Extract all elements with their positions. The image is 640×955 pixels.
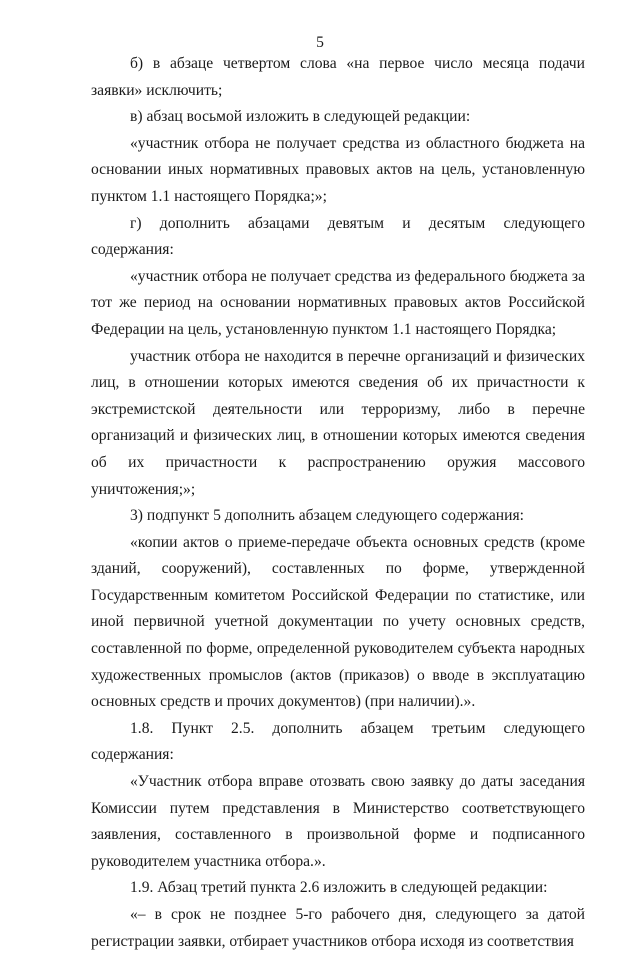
paragraph: 1.8. Пункт 2.5. дополнить абзацем третьим следующего содержания:: [91, 719, 585, 764]
paragraph: 3) подпункт 5 дополнить абзацем следующего содержания:: [130, 507, 524, 525]
paragraph: «участник отбора не получает средства из областного бюджета на основании иных нормативных правовых актов на цель, установленную пунктом 1.1 настоящего Порядка;»;: [91, 134, 585, 205]
document-body: [91, 51, 585, 955]
paragraph: «Участник отбора вправе отозвать свою заявку до даты заседания Комиссии путем представления в Министерство соответствующего заявления, составленного в произвольной форме и подписанного руководителем участника отбора.».: [91, 773, 585, 870]
page-number: 5: [316, 34, 324, 51]
paragraph: в) абзац восьмой изложить в следующей редакции:: [130, 108, 471, 126]
paragraph: 1.9. Абзац третий пункта 2.6 изложить в следующей редакции:: [130, 879, 548, 897]
paragraph: «копии актов о приеме-передаче объекта основных средств (кроме зданий, сооружений), составленных по форме, утвержденной Государственным комитетом Российской Федерации по статистике, или иной первичной учетной документации по учету основных средств, составленной по форме, определенной руководителем субъекта народных художественных промыслов (актов (приказов) о вводе в эксплуатацию основных средств и прочих документов) (при наличии).».: [91, 533, 585, 711]
paragraph: участник отбора не находится в перечне организаций и физических лиц, в отношении которых имеются сведения об их причастности к экстремистской деятельности или терроризму, либо в перечне организаций и физических лиц, в отношении которых имеются сведения об их причастности к распространению оружия массового уничтожения;»;: [91, 347, 585, 498]
paragraph: «участник отбора не получает средства из федерального бюджета за тот же период на основании нормативных правовых актов Российской Федерации на цель, установленную пунктом 1.1 настоящего Порядка;: [91, 267, 585, 338]
paragraph: «– в срок не позднее 5-го рабочего дня, следующего за датой регистрации заявки, отбирает участников отбора исходя из соответствия: [91, 906, 585, 950]
paragraph: г) дополнить абзацами девятым и десятым следующего содержания:: [91, 214, 585, 259]
paragraph: б) в абзаце четвертом слова «на первое число месяца подачи заявки» исключить;: [91, 55, 585, 99]
